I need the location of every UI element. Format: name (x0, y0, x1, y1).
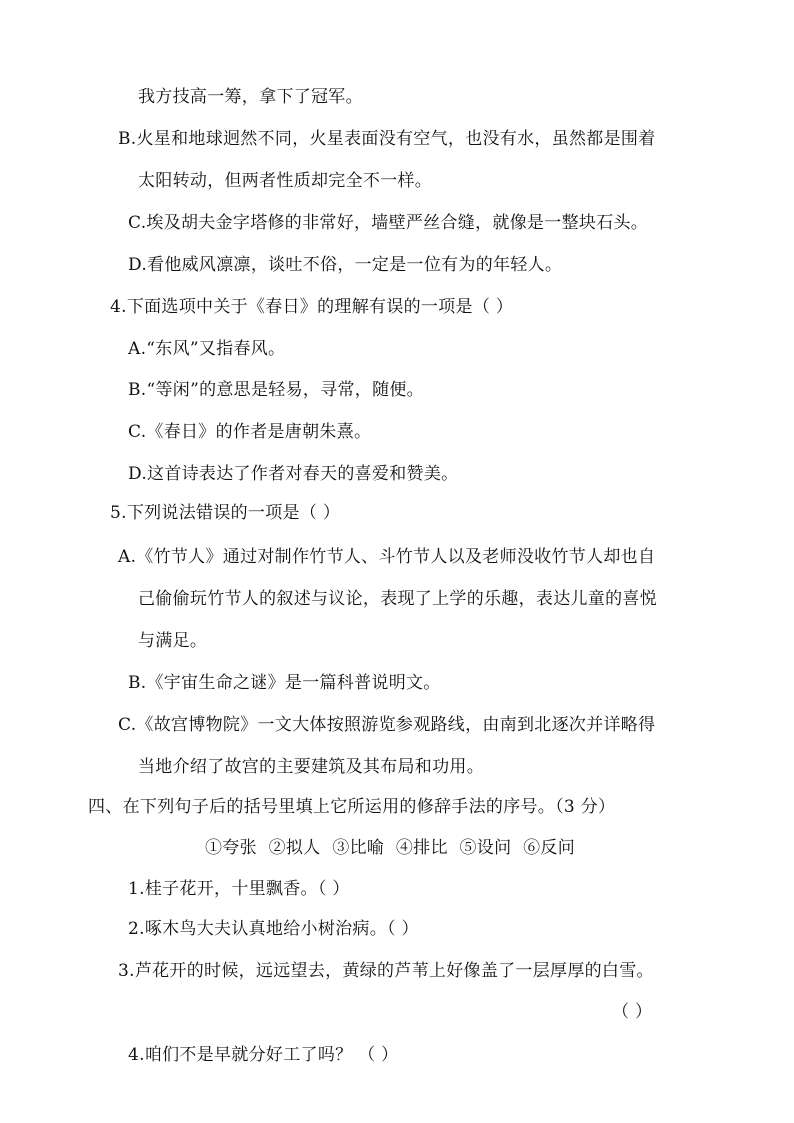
q4-option-d: D.这首诗表达了作者对春天的喜爱和赞美。 (128, 464, 459, 484)
q5-option-a-line1: A.《竹节人》通过对制作竹节人、斗竹节人以及老师没收竹节人却也自 (118, 547, 656, 567)
option-exaggeration: ①夸张 (205, 838, 257, 858)
option-parallelism: ④排比 (395, 838, 448, 858)
q3-option-a-continued: 我方技高一筹，拿下了冠军。 (138, 87, 363, 107)
q5-option-b: B.《宇宙生命之谜》是一篇科普说明文。 (128, 673, 441, 693)
s4-item-3-blank[interactable]: （ ） (612, 1002, 653, 1022)
q4-option-b: B.“等闲”的意思是轻易，寻常，随便。 (128, 380, 424, 400)
rhetoric-options (205, 837, 581, 859)
option-self-question: ⑤设问 (459, 838, 512, 858)
section4-title: 四、在下列句子后的括号里填上它所运用的修辞手法的序号。（3 分） (88, 797, 616, 817)
option-metaphor: ③比喻 (332, 838, 385, 858)
q5-stem: 5.下列说法错误的一项是（ ） (110, 503, 341, 523)
q5-option-c-line2: 当地介绍了故宫的主要建筑及其布局和功用。 (138, 757, 484, 777)
s4-item-3: 3.芦花开的时候，远远望去，黄绿的芦苇上好像盖了一层厚厚的白雪。 (118, 961, 654, 981)
q3-option-b-line2: 太阳转动，但两者性质却完全不一样。 (138, 171, 433, 191)
option-personification: ②拟人 (268, 838, 321, 858)
q5-option-a-line3: 与满足。 (138, 631, 208, 651)
s4-item-1: 1.桂子花开，十里飘香。（ ） (128, 879, 350, 899)
s4-item-2: 2.啄木鸟大夫认真地给小树治病。（ ） (128, 919, 419, 939)
q3-option-c: C.埃及胡夫金字塔修的非常好，墙壁严丝合缝，就像是一整块石头。 (128, 213, 649, 233)
q3-option-d: D.看他威风凛凛，谈吐不俗，一定是一位有为的年轻人。 (128, 255, 563, 275)
q5-option-c-line1: C.《故宫博物院》一文大体按照游览参观路线，由南到北逐次并详略得 (118, 715, 656, 735)
s4-item-4: 4.咱们不是早就分好工了吗？ （ ） (128, 1045, 399, 1065)
q4-option-a: A.“东风”又指春风。 (128, 339, 286, 359)
q5-option-a-line2: 己偷偷玩竹节人的叙述与议论，表现了上学的乐趣，表达儿童的喜悦 (138, 589, 657, 609)
option-rhetorical-question: ⑥反问 (523, 838, 576, 858)
q3-option-b-line1: B.火星和地球迥然不同，火星表面没有空气，也没有水，虽然都是围着 (118, 129, 656, 149)
q4-option-c: C.《春日》的作者是唐朝朱熹。 (128, 422, 372, 442)
q4-stem: 4.下面选项中关于《春日》的理解有误的一项是（ ） (110, 297, 514, 317)
